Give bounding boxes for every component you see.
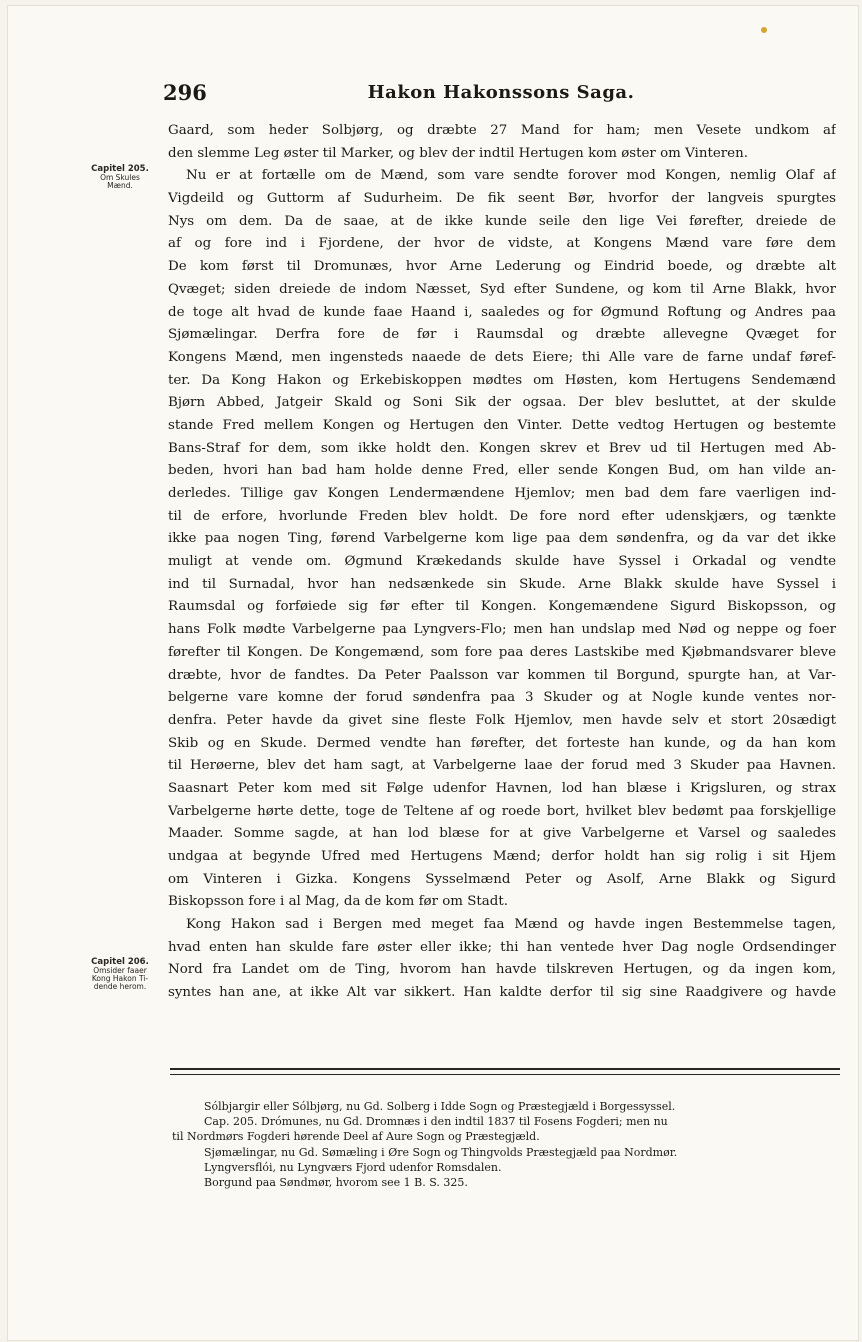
sidenote-line: Omsider faaer (93, 966, 147, 975)
text-line: til de erfore, hvorlunde Freden blev holdt. De fore nord efter udenskjærs, og tænkte (168, 508, 836, 524)
text-line: syntes han ane, at ikke Alt var sikkert. Han kaldte derfor til sig sine Raadgivere og havde (168, 985, 836, 1001)
text-line: ikke paa nogen Ting, førend Varbelgerne kom lige paa dem søndenfra, og da var det ikke (168, 531, 836, 547)
text-line: denfra. Peter havde da givet sine fleste Folk Hjemlov, men havde selv et stort 20sædigt (168, 712, 836, 728)
text-line: Nys om dem. Da de saae, at de ikke kunde seile den lige Vei førefter, dreiede de (168, 213, 836, 229)
footnote-line: Sólbjargir eller Sólbjørg, nu Gd. Solberg i Idde Sogn og Præstegjæld i Borgessyssel. (204, 1100, 676, 1113)
text-line: de toge alt hvad de kunde faae Haand i, saaledes og for Øgmund Roftung og Andres paa (168, 304, 836, 320)
text-line: Nu er at fortælle om de Mænd, som vare sendte forover mod Kongen, nemlig Olaf af (186, 168, 836, 184)
sidenote-line: Om Skules (100, 173, 140, 182)
footnotes (172, 1099, 844, 1190)
footnote-line: Lyngversflói, nu Lyngværs Fjord udenfor Romsdalen. (204, 1160, 502, 1174)
text-line: om Vinteren i Gizka. Kongens Sysselmænd Peter og Asolf, Arne Blakk og Sigurd (168, 871, 836, 887)
text-line: den slemme Leg øster til Marker, og blev der indtil Hertugen kom øster om Vinteren. (168, 145, 748, 161)
text-line: Bjørn Abbed, Jatgeir Skald og Soni Sik der ogsaa. Der blev besluttet, at der skulde (168, 395, 836, 411)
text-line: undgaa at begynde Ufred med Hertugens Mænd; derfor holdt han sig rolig i sit Hjem (168, 849, 836, 864)
text-line: Gaard, som heder Solbjørg, og dræbte 27 Mand for ham; men Vesete undkom af (168, 123, 836, 138)
sidenote-line: Kong Hakon Ti- (91, 974, 149, 983)
body-text (168, 120, 836, 1005)
sidenote-line: Mænd. (107, 181, 133, 190)
footnote-line: Sjømælingar, nu Gd. Sømæling i Øre Sogn og Thingvolds Præstegjæld paa Nordmør. (204, 1145, 678, 1159)
text-line: Skib og en Skude. Dermed vendte han førefter, det forteste han kunde, og da han kom (168, 735, 836, 751)
text-line: belgerne vare komne der forud søndenfra paa 3 Skuder og at Nogle kunde ventes nor- (168, 690, 836, 706)
footnote-line: Cap. 205. Drómunes, nu Gd. Dromnæs i den indtil 1837 til Fosens Fogderi; men nu (204, 1115, 668, 1129)
text-line: Varbelgerne hørte dette, toge de Teltene af og roede bort, hvilket blev bedømt paa forskjellige (168, 803, 836, 819)
text-line: førefter til Kongen. De Kongemænd, som fore paa deres Lastskibe med Kjøbmandsvarer bleve (168, 644, 836, 660)
text-line: Raumsdal og forføiede sig før efter til Kongen. Kongemændene Sigurd Biskopsson, og (168, 599, 836, 615)
text-line: af og fore ind i Fjordene, der hvor de vidste, at Kongens Mænd vare føre dem (168, 236, 836, 252)
text-line: Kong Hakon sad i Bergen med meget faa Mænd og havde ingen Bestemmelse tagen, (186, 917, 836, 933)
text-line: hvad enten han skulde fare øster eller ikke; thi han ventede hver Dag nogle Ordsendinger (168, 939, 836, 955)
text-line: Qvæget; siden dreiede de indom Næsset, Syd efter Sundene, og kom til Arne Blakk, hvor (168, 281, 836, 297)
text-line: Biskopsson fore i al Mag, da de kom før om Stadt. (168, 894, 509, 910)
sidenote-chapter-label: Capitel 206. (91, 957, 149, 967)
ink-spot (761, 27, 767, 33)
text-line: Kongens Mænd, men ingensteds naaede de dets Eiere; thi Alle vare de farne undaf føref- (168, 349, 836, 365)
footnote-line: til Nordmørs Fogderi hørende Deel af Aure Sogn og Præstegjæld. (172, 1130, 540, 1144)
text-line: Maader. Somme sagde, at han lod blæse for at give Varbelgerne et Varsel og saaledes (168, 826, 836, 842)
text-line: Vigdeild og Guttorm af Sudurheim. De fik seent Bør, hvorfor der langveis spurgtes (168, 191, 836, 207)
text-line: Nord fra Landet om de Ting, hvorom han havde tilskreven Hertugen, og da ingen kom, (168, 962, 836, 978)
text-line: Bans-Straf for dem, som ikke holdt den. Kongen skrev et Brev ud til Hertugen med Ab- (168, 440, 836, 456)
text-line: stande Fred mellem Kongen og Hertugen den Vinter. Dette vedtog Hertugen og bestemte (168, 417, 836, 433)
sidenote-chapter-205 (84, 165, 156, 190)
sidenote-chapter-label: Capitel 205. (91, 164, 149, 174)
text-line: til Herøerne, blev det ham sagt, at Varbelgerne laae der forud med 3 Skuder paa Havnen. (168, 758, 836, 774)
text-line: Sjømælingar. Derfra fore de før i Raumsdal og dræbte allevegne Qvæget for (168, 327, 836, 343)
text-line: beden, hvori han bad ham holde denne Fred, eller sende Kongen Bud, om han vilde an- (168, 463, 836, 479)
page-number: 296 (163, 80, 207, 105)
sidenote-chapter-206 (84, 958, 156, 991)
text-line: ter. Da Kong Hakon og Erkebiskoppen mødtes om Høsten, kom Hertugens Sendemænd (168, 372, 836, 388)
running-title: Hakon Hakonssons Saga. (367, 82, 635, 103)
text-line: ind til Surnadal, hvor han nedsænkede sin Skude. Arne Blakk skulde have Syssel i (168, 576, 836, 592)
text-line: hans Folk mødte Varbelgerne paa Lyngvers-Flo; men han undslap med Nød og neppe og foer (168, 622, 836, 638)
text-line: Saasnart Peter kom med sit Følge udenfor Havnen, lod han blæse i Krigsluren, og strax (168, 780, 836, 796)
text-line: dræbte, hvor de fandtes. Da Peter Paalsson var kommen til Borgund, spurgte han, at Var- (168, 667, 836, 683)
footnote-line: Borgund paa Søndmør, hvorom see 1 B. S. 325. (204, 1175, 468, 1189)
text-line: derledes. Tillige gav Kongen Lendermændene Hjemlov; men bad dem fare vaerligen ind- (168, 486, 836, 501)
footnote-divider-thin (170, 1074, 840, 1075)
text-line: muligt at vende om. Øgmund Krækedands skulde have Syssel i Orkadal og vendte (168, 554, 836, 570)
sidenote-line: dende herom. (93, 982, 147, 991)
footnote-divider (170, 1068, 840, 1070)
text-line: De kom først til Dromunæs, hvor Arne Lederung og Eindrid boede, og dræbte alt (168, 259, 836, 275)
page-header (163, 80, 839, 110)
